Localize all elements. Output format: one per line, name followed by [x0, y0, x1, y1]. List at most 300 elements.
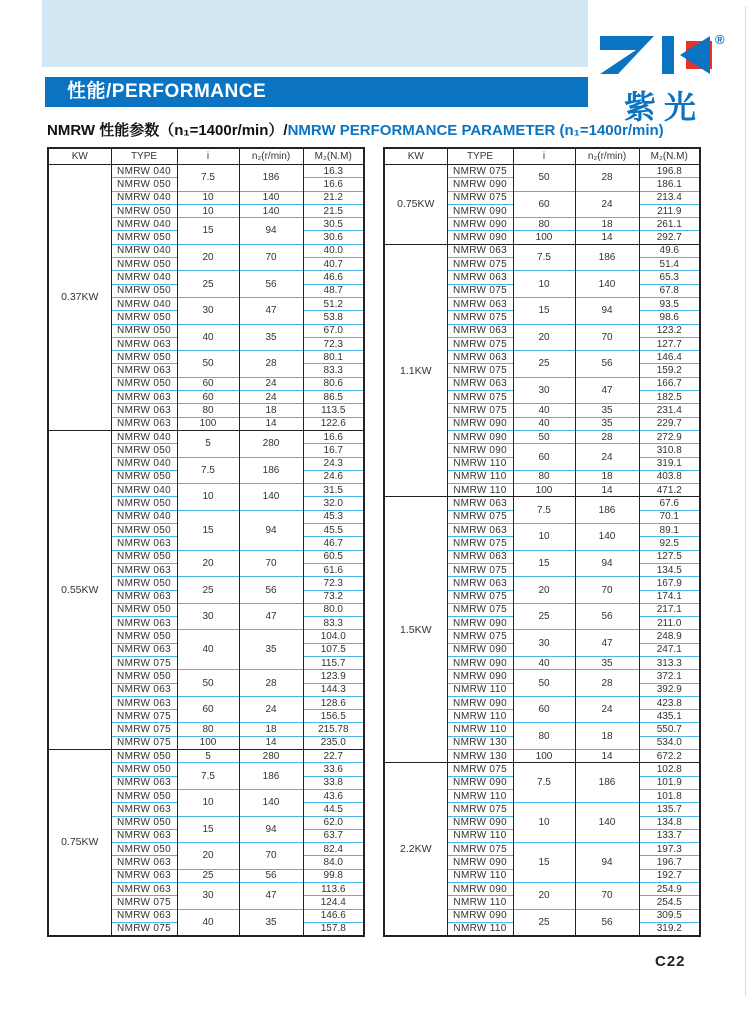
type-cell: NMRW 063 [447, 497, 513, 510]
ratio-i-cell: 40 [177, 324, 239, 351]
torque-m2-cell: 101.8 [639, 789, 700, 802]
type-cell: NMRW 075 [447, 391, 513, 404]
type-cell: NMRW 050 [111, 670, 177, 683]
col-header: KW [48, 148, 111, 165]
ratio-i-cell: 15 [177, 510, 239, 550]
torque-m2-cell: 134.5 [639, 563, 700, 576]
type-cell: NMRW 063 [447, 324, 513, 337]
type-cell: NMRW 090 [447, 617, 513, 630]
torque-m2-cell: 372.1 [639, 670, 700, 683]
torque-m2-cell: 86.5 [303, 391, 364, 404]
n2-speed-cell: 140 [575, 271, 639, 298]
torque-m2-cell: 435.1 [639, 710, 700, 723]
n2-speed-cell: 28 [575, 670, 639, 697]
type-cell: NMRW 040 [111, 457, 177, 470]
torque-m2-cell: 292.7 [639, 231, 700, 244]
torque-m2-cell: 186.1 [639, 178, 700, 191]
type-cell: NMRW 063 [111, 417, 177, 430]
n2-speed-cell: 94 [239, 510, 303, 550]
n2-speed-cell: 47 [575, 630, 639, 657]
n2-speed-cell: 70 [575, 883, 639, 910]
torque-m2-cell: 156.5 [303, 710, 364, 723]
col-header: TYPE [111, 148, 177, 165]
torque-m2-cell: 166.7 [639, 377, 700, 390]
type-cell: NMRW 075 [447, 258, 513, 271]
ratio-i-cell: 10 [177, 484, 239, 511]
n2-speed-cell: 24 [575, 696, 639, 723]
type-cell: NMRW 050 [111, 324, 177, 337]
torque-m2-cell: 16.3 [303, 165, 364, 178]
ratio-i-cell: 20 [513, 883, 575, 910]
type-cell: NMRW 063 [111, 563, 177, 576]
ratio-i-cell: 40 [513, 656, 575, 669]
table-row [48, 430, 364, 443]
ratio-i-cell: 20 [177, 244, 239, 271]
n2-speed-cell: 140 [575, 803, 639, 843]
torque-m2-cell: 70.1 [639, 510, 700, 523]
torque-m2-cell: 16.6 [303, 430, 364, 443]
type-cell: NMRW 050 [111, 816, 177, 829]
torque-m2-cell: 113.6 [303, 883, 364, 896]
n2-speed-cell: 94 [575, 843, 639, 883]
type-cell: NMRW 050 [111, 843, 177, 856]
type-cell: NMRW 090 [447, 430, 513, 443]
type-cell: NMRW 075 [447, 165, 513, 178]
n2-speed-cell: 56 [575, 351, 639, 378]
torque-m2-cell: 231.4 [639, 404, 700, 417]
n2-speed-cell: 140 [239, 789, 303, 816]
torque-m2-cell: 73.2 [303, 590, 364, 603]
page-title-cn: NMRW 性能参数（n₁=1400r/min）/ [47, 122, 288, 139]
col-header: M₂(N.M) [639, 148, 700, 165]
torque-m2-cell: 127.5 [639, 550, 700, 563]
type-cell: NMRW 090 [447, 643, 513, 656]
ratio-i-cell: 20 [177, 843, 239, 870]
type-cell: NMRW 040 [111, 271, 177, 284]
ratio-i-cell: 25 [513, 909, 575, 936]
kw-group-label: 1.1KW [384, 244, 447, 497]
table-row [48, 165, 364, 178]
type-cell: NMRW 090 [447, 856, 513, 869]
torque-m2-cell: 43.6 [303, 789, 364, 802]
type-cell: NMRW 075 [447, 763, 513, 776]
table-row [384, 244, 700, 257]
torque-m2-cell: 67.6 [639, 497, 700, 510]
ratio-i-cell: 50 [513, 670, 575, 697]
top-banner [42, 0, 588, 67]
n2-speed-cell: 28 [239, 351, 303, 378]
type-cell: NMRW 050 [111, 258, 177, 271]
torque-m2-cell: 48.7 [303, 284, 364, 297]
ratio-i-cell: 60 [513, 444, 575, 471]
ratio-i-cell: 20 [513, 324, 575, 351]
type-cell: NMRW 050 [111, 497, 177, 510]
torque-m2-cell: 319.2 [639, 922, 700, 935]
type-cell: NMRW 063 [111, 364, 177, 377]
n2-speed-cell: 24 [575, 444, 639, 471]
type-cell: NMRW 110 [447, 896, 513, 909]
torque-m2-cell: 93.5 [639, 297, 700, 310]
type-cell: NMRW 063 [447, 297, 513, 310]
ratio-i-cell: 25 [513, 351, 575, 378]
torque-m2-cell: 146.6 [303, 909, 364, 922]
ratio-i-cell: 25 [177, 577, 239, 604]
col-header: TYPE [447, 148, 513, 165]
type-cell: NMRW 110 [447, 869, 513, 882]
n2-speed-cell: 35 [575, 417, 639, 430]
ratio-i-cell: 15 [177, 218, 239, 245]
type-cell: NMRW 050 [111, 763, 177, 776]
torque-m2-cell: 51.2 [303, 297, 364, 310]
type-cell: NMRW 090 [447, 909, 513, 922]
kw-group-label: 0.75KW [48, 750, 111, 936]
torque-m2-cell: 423.8 [639, 696, 700, 709]
n2-speed-cell: 94 [575, 297, 639, 324]
torque-m2-cell: 123.9 [303, 670, 364, 683]
torque-m2-cell: 146.4 [639, 351, 700, 364]
torque-m2-cell: 45.3 [303, 510, 364, 523]
torque-m2-cell: 16.7 [303, 444, 364, 457]
section-header-label: 性能/PERFORMANCE [67, 81, 267, 102]
type-cell: NMRW 063 [111, 337, 177, 350]
ratio-i-cell: 100 [513, 484, 575, 497]
page-title-en: NMRW PERFORMANCE PARAMETER (n₁=1400r/min) [287, 122, 664, 139]
n2-speed-cell: 56 [239, 271, 303, 298]
torque-m2-cell: 197.3 [639, 843, 700, 856]
ratio-i-cell: 60 [513, 191, 575, 218]
type-cell: NMRW 075 [111, 710, 177, 723]
torque-m2-cell: 310.8 [639, 444, 700, 457]
brand-name-cn: 紫光 [623, 89, 704, 125]
type-cell: NMRW 090 [447, 883, 513, 896]
n2-speed-cell: 70 [239, 843, 303, 870]
type-cell: NMRW 110 [447, 922, 513, 935]
torque-m2-cell: 174.1 [639, 590, 700, 603]
torque-m2-cell: 471.2 [639, 484, 700, 497]
type-cell: NMRW 063 [111, 590, 177, 603]
type-cell: NMRW 075 [111, 656, 177, 669]
type-cell: NMRW 050 [111, 377, 177, 390]
type-cell: NMRW 050 [111, 311, 177, 324]
n2-speed-cell: 186 [575, 763, 639, 803]
ratio-i-cell: 60 [513, 696, 575, 723]
torque-m2-cell: 30.5 [303, 218, 364, 231]
torque-m2-cell: 80.0 [303, 603, 364, 616]
type-cell: NMRW 063 [447, 550, 513, 563]
n2-speed-cell: 47 [239, 603, 303, 630]
type-cell: NMRW 063 [111, 869, 177, 882]
type-cell: NMRW 090 [447, 656, 513, 669]
page-title [47, 119, 727, 140]
type-cell: NMRW 075 [447, 590, 513, 603]
n2-speed-cell: 70 [575, 577, 639, 604]
n2-speed-cell: 28 [575, 430, 639, 443]
type-cell: NMRW 110 [447, 710, 513, 723]
torque-m2-cell: 159.2 [639, 364, 700, 377]
ratio-i-cell: 30 [513, 630, 575, 657]
n2-speed-cell: 24 [239, 391, 303, 404]
torque-m2-cell: 40.0 [303, 244, 364, 257]
ratio-i-cell: 60 [177, 696, 239, 723]
torque-m2-cell: 63.7 [303, 829, 364, 842]
n2-speed-cell: 14 [239, 736, 303, 749]
torque-m2-cell: 31.5 [303, 484, 364, 497]
n2-speed-cell: 28 [239, 670, 303, 697]
type-cell: NMRW 110 [447, 457, 513, 470]
ratio-i-cell: 50 [513, 430, 575, 443]
col-header: i [513, 148, 575, 165]
type-cell: NMRW 063 [447, 351, 513, 364]
n2-speed-cell: 18 [239, 404, 303, 417]
type-cell: NMRW 090 [447, 178, 513, 191]
type-cell: NMRW 110 [447, 829, 513, 842]
ratio-i-cell: 100 [513, 231, 575, 244]
torque-m2-cell: 40.7 [303, 258, 364, 271]
n2-speed-cell: 70 [575, 324, 639, 351]
ratio-i-cell: 7.5 [513, 244, 575, 271]
type-cell: NMRW 063 [111, 803, 177, 816]
torque-m2-cell: 254.5 [639, 896, 700, 909]
n2-speed-cell: 70 [239, 550, 303, 577]
torque-m2-cell: 309.5 [639, 909, 700, 922]
torque-m2-cell: 92.5 [639, 537, 700, 550]
torque-m2-cell: 51.4 [639, 258, 700, 271]
kw-group-label: 0.55KW [48, 430, 111, 749]
col-header: n₂(r/min) [575, 148, 639, 165]
ratio-i-cell: 80 [177, 723, 239, 736]
type-cell: NMRW 063 [111, 909, 177, 922]
n2-speed-cell: 35 [575, 404, 639, 417]
type-cell: NMRW 075 [447, 603, 513, 616]
ratio-i-cell: 20 [513, 577, 575, 604]
col-header: n₂(r/min) [239, 148, 303, 165]
torque-m2-cell: 60.5 [303, 550, 364, 563]
type-cell: NMRW 050 [111, 470, 177, 483]
n2-speed-cell: 186 [239, 457, 303, 484]
torque-m2-cell: 215.78 [303, 723, 364, 736]
n2-speed-cell: 47 [575, 377, 639, 404]
type-cell: NMRW 090 [447, 670, 513, 683]
type-cell: NMRW 050 [111, 351, 177, 364]
type-cell: NMRW 063 [111, 856, 177, 869]
n2-speed-cell: 94 [239, 218, 303, 245]
torque-m2-cell: 101.9 [639, 776, 700, 789]
type-cell: NMRW 040 [111, 510, 177, 523]
n2-speed-cell: 70 [239, 244, 303, 271]
ratio-i-cell: 10 [513, 271, 575, 298]
type-cell: NMRW 063 [447, 244, 513, 257]
kw-group-label: 0.75KW [384, 165, 447, 245]
torque-m2-cell: 45.5 [303, 524, 364, 537]
type-cell: NMRW 040 [111, 218, 177, 231]
ratio-i-cell: 40 [177, 909, 239, 936]
type-cell: NMRW 040 [111, 297, 177, 310]
type-cell: NMRW 050 [111, 603, 177, 616]
torque-m2-cell: 235.0 [303, 736, 364, 749]
torque-m2-cell: 196.8 [639, 165, 700, 178]
type-cell: NMRW 075 [447, 337, 513, 350]
torque-m2-cell: 213.4 [639, 191, 700, 204]
torque-m2-cell: 107.5 [303, 643, 364, 656]
n2-speed-cell: 140 [575, 524, 639, 551]
type-cell: NMRW 090 [447, 204, 513, 217]
ratio-i-cell: 20 [177, 550, 239, 577]
type-cell: NMRW 063 [111, 776, 177, 789]
torque-m2-cell: 98.6 [639, 311, 700, 324]
n2-speed-cell: 280 [239, 750, 303, 763]
type-cell: NMRW 110 [447, 789, 513, 802]
type-cell: NMRW 090 [447, 444, 513, 457]
torque-m2-cell: 157.8 [303, 922, 364, 935]
type-cell: NMRW 090 [447, 696, 513, 709]
ratio-i-cell: 80 [513, 470, 575, 483]
torque-m2-cell: 46.7 [303, 537, 364, 550]
torque-m2-cell: 122.6 [303, 417, 364, 430]
ratio-i-cell: 10 [177, 191, 239, 204]
ratio-i-cell: 5 [177, 750, 239, 763]
ratio-i-cell: 15 [513, 843, 575, 883]
kw-group-label: 0.37KW [48, 165, 111, 431]
n2-speed-cell: 24 [575, 191, 639, 218]
n2-speed-cell: 35 [239, 909, 303, 936]
section-header-bar [45, 77, 588, 107]
n2-speed-cell: 280 [239, 430, 303, 457]
torque-m2-cell: 134.8 [639, 816, 700, 829]
n2-speed-cell: 140 [239, 204, 303, 217]
type-cell: NMRW 040 [111, 430, 177, 443]
type-cell: NMRW 075 [447, 284, 513, 297]
type-cell: NMRW 075 [447, 537, 513, 550]
n2-speed-cell: 47 [239, 297, 303, 324]
type-cell: NMRW 090 [447, 816, 513, 829]
torque-m2-cell: 82.4 [303, 843, 364, 856]
torque-m2-cell: 24.3 [303, 457, 364, 470]
torque-m2-cell: 313.3 [639, 656, 700, 669]
ratio-i-cell: 25 [513, 603, 575, 630]
type-cell: NMRW 050 [111, 630, 177, 643]
torque-m2-cell: 254.9 [639, 883, 700, 896]
ratio-i-cell: 100 [513, 750, 575, 763]
torque-m2-cell: 133.7 [639, 829, 700, 842]
type-cell: NMRW 075 [447, 364, 513, 377]
torque-m2-cell: 67.0 [303, 324, 364, 337]
header-row [48, 148, 364, 165]
torque-m2-cell: 392.9 [639, 683, 700, 696]
n2-speed-cell: 18 [575, 470, 639, 483]
n2-speed-cell: 24 [239, 696, 303, 723]
torque-m2-cell: 53.8 [303, 311, 364, 324]
type-cell: NMRW 050 [111, 577, 177, 590]
type-cell: NMRW 075 [447, 510, 513, 523]
page-edge-line [745, 6, 746, 996]
ratio-i-cell: 15 [513, 297, 575, 324]
type-cell: NMRW 063 [111, 643, 177, 656]
ratio-i-cell: 10 [513, 524, 575, 551]
kw-group-label: 1.5KW [384, 497, 447, 763]
type-cell: NMRW 075 [111, 896, 177, 909]
n2-speed-cell: 94 [239, 816, 303, 843]
n2-speed-cell: 140 [239, 191, 303, 204]
type-cell: NMRW 063 [111, 537, 177, 550]
ratio-i-cell: 30 [177, 883, 239, 910]
table-row [384, 763, 700, 776]
torque-m2-cell: 32.0 [303, 497, 364, 510]
type-cell: NMRW 075 [447, 630, 513, 643]
n2-speed-cell: 47 [239, 883, 303, 910]
n2-speed-cell: 14 [575, 231, 639, 244]
type-cell: NMRW 063 [111, 391, 177, 404]
type-cell: NMRW 063 [111, 404, 177, 417]
ratio-i-cell: 100 [177, 736, 239, 749]
type-cell: NMRW 063 [111, 683, 177, 696]
torque-m2-cell: 403.8 [639, 470, 700, 483]
type-cell: NMRW 063 [447, 577, 513, 590]
torque-m2-cell: 167.9 [639, 577, 700, 590]
torque-m2-cell: 21.2 [303, 191, 364, 204]
ratio-i-cell: 60 [177, 377, 239, 390]
table-row [384, 497, 700, 510]
torque-m2-cell: 83.3 [303, 617, 364, 630]
torque-m2-cell: 128.6 [303, 696, 364, 709]
n2-speed-cell: 56 [575, 603, 639, 630]
torque-m2-cell: 247.1 [639, 643, 700, 656]
torque-m2-cell: 30.6 [303, 231, 364, 244]
torque-m2-cell: 211.9 [639, 204, 700, 217]
torque-m2-cell: 62.0 [303, 816, 364, 829]
torque-m2-cell: 72.3 [303, 577, 364, 590]
torque-m2-cell: 113.5 [303, 404, 364, 417]
type-cell: NMRW 040 [111, 244, 177, 257]
table-row [384, 165, 700, 178]
torque-m2-cell: 135.7 [639, 803, 700, 816]
n2-speed-cell: 14 [575, 750, 639, 763]
ratio-i-cell: 25 [177, 271, 239, 298]
registered-mark: ® [715, 32, 725, 47]
type-cell: NMRW 130 [447, 750, 513, 763]
col-header: M₂(N.M) [303, 148, 364, 165]
type-cell: NMRW 050 [111, 444, 177, 457]
type-cell: NMRW 050 [111, 231, 177, 244]
type-cell: NMRW 110 [447, 723, 513, 736]
col-header: i [177, 148, 239, 165]
performance-table-right [383, 147, 701, 937]
ratio-i-cell: 30 [513, 377, 575, 404]
type-cell: NMRW 075 [447, 311, 513, 324]
torque-m2-cell: 99.8 [303, 869, 364, 882]
type-cell: NMRW 090 [447, 218, 513, 231]
ratio-i-cell: 50 [513, 165, 575, 192]
torque-m2-cell: 534.0 [639, 736, 700, 749]
torque-m2-cell: 104.0 [303, 630, 364, 643]
torque-m2-cell: 80.6 [303, 377, 364, 390]
torque-m2-cell: 84.0 [303, 856, 364, 869]
ratio-i-cell: 7.5 [177, 457, 239, 484]
ratio-i-cell: 50 [177, 670, 239, 697]
page-number: C22 [655, 953, 686, 970]
torque-m2-cell: 182.5 [639, 391, 700, 404]
n2-speed-cell: 94 [575, 550, 639, 577]
type-cell: NMRW 063 [447, 271, 513, 284]
type-cell: NMRW 063 [447, 524, 513, 537]
type-cell: NMRW 075 [111, 736, 177, 749]
type-cell: NMRW 050 [111, 524, 177, 537]
type-cell: NMRW 050 [111, 789, 177, 802]
torque-m2-cell: 248.9 [639, 630, 700, 643]
torque-m2-cell: 196.7 [639, 856, 700, 869]
torque-m2-cell: 83.3 [303, 364, 364, 377]
type-cell: NMRW 110 [447, 683, 513, 696]
torque-m2-cell: 127.7 [639, 337, 700, 350]
